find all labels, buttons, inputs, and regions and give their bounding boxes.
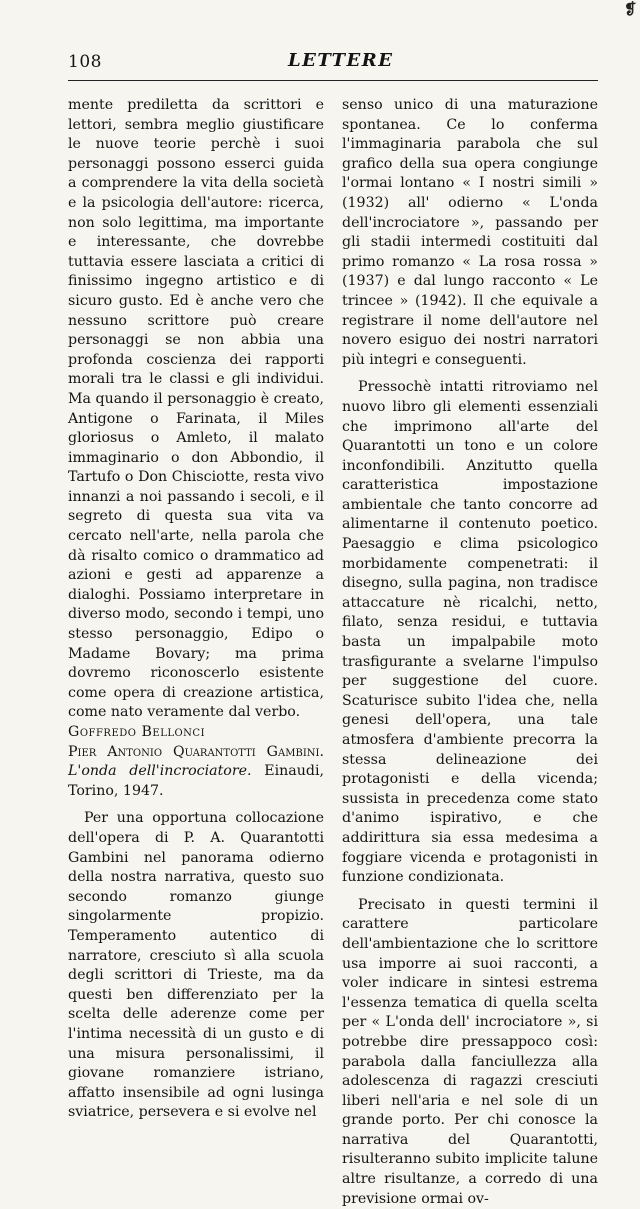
header-rule xyxy=(68,80,598,81)
review-book-title: L'onda dell'incrociatore. xyxy=(68,763,252,780)
essay-signature: Goffredo Bellonci xyxy=(68,724,206,740)
essay-closing-paragraph: mente prediletta da scrittori e lettori, sembra meglio giustificare le nuove teorie perchè i suoi personaggi possono esserci guida a comprendere la vita della società e la psicologia dell'autore: ricerca, non solo legittima, ma importante e interessante, che dovrebbe tuttavia essere lasciata a critici di finissimo ingegno artistico e di sicuro gusto. Ed è anche vero che nessuno scrittore può creare personaggi se non abbia una profonda coscienza dei rapporti morali tra le classi e gli individui. Ma quando il personaggio è creato, Antigone o Farinata, il Miles gloriosus o Amleto, il malato immaginario o don Abbondio, il Tartufo o Don Chisciotte, resta vivo innanzi a noi passando i secoli, e il segreto di questa sua vita va cercato nell'arte, nella parola che dà risalto comico o drammatico ad azioni e gesti ad apparenze a dialoghi. Possiamo interpretare in diverso modo, secondo i tempi, uno stesso personaggio, Edipo o Madame Bovary; ma prima dovremo riconoscerlo esistente come opera di creazione artistica, come nato veramente dal verbo. xyxy=(68,97,324,721)
page-header xyxy=(68,50,598,80)
review-book-publisher: Einaudi, Torino, 1947. xyxy=(68,763,325,799)
page-corner-mark: ❡ xyxy=(624,0,637,18)
review-book-author: Pier Antonio Quarantotti Gambini. xyxy=(68,743,324,760)
review-paragraph: Pressochè intatti ritroviamo nel nuovo libro gli elementi essenziali che imprimono all'arte del Quarantotti un tono e un colore inconfondibili. Anzitutto quella caratteristica impostazione ambientale che tanto concorre ad alimentarne il contenuto poetico. Paesaggio e clima psicologico morbidamente compenetrati: il disegno, sulla pagina, non tradisce attaccature nè ricalchi, netto, filato, senza residui, e tuttavia basta un impalpabile moto trasfigurante a svelarne l'impulso per suggestione del cuore. Scaturisce subito l'idea che, nella genesi dell'opera, una tale atmosfera d'ambiente precorra la stessa delineazione dei protagonisti e della vicenda; sussista in precedenza come stato d'animo ispirativo, e che addirittura sia essa medesima a foggiare vicenda e protagonisti in funzione condizionata. xyxy=(342,379,598,886)
review-paragraph: Precisato in questi termini il carattere particolare dell'ambientazione che lo scrittore usa imporre ai suoi racconti, a voler indicare in sintesi estrema l'essenza tematica di quella scelta per « L'onda dell' incrociatore », si potrebbe dire pressappoco così: parabola dalla fanciullezza alla adolescenza di ragazzi cresciuti liberi nell'aria e nel sole di un grande porto. Per chi conosce la narrativa del Quarantotti, risulteranno subito implicite talune altre risultanze, a corredo di una previsione ormai ov- xyxy=(342,896,598,1207)
review-paragraph: senso unico di una maturazione spontanea. Ce lo conferma l'immaginaria parabola che sul grafico della sua opera congiunge l'ormai lontano « I nostri simili » (1932) all' odierno « L'onda dell'incrociatore », passando per gli stadii intermedi costituiti dal primo romanzo « La rosa rossa » (1937) e dal lungo racconto « Le trincee » (1942). Il che equivale a registrare il nome dell'autore nel novero esiguo dei nostri narratori più integri e conseguenti. xyxy=(342,97,598,368)
review-paragraph: Per una opportuna collocazione dell'opera di P. A. Quarantotti Gambini nel panorama odierno della nostra narrativa, questo suo secondo romanzo giunge singolarmente propizio. Temperamento autentico di narratore, cresciuto sì alla scuola degli scrittori di Trieste, ma da questi ben differenziato per la scelta delle aderenze come per l'intima necessità di un gusto e di una misura personalissimi, il giovane romanziere istriano, affatto insensibile ad ogni lusinga sviatrice, persevera e si evolve nel xyxy=(68,810,324,1121)
left-column xyxy=(68,96,324,1123)
right-column xyxy=(342,96,598,1209)
review-heading xyxy=(68,743,324,802)
page-number: 108 xyxy=(68,52,102,72)
running-title: LETTERE xyxy=(288,50,394,71)
